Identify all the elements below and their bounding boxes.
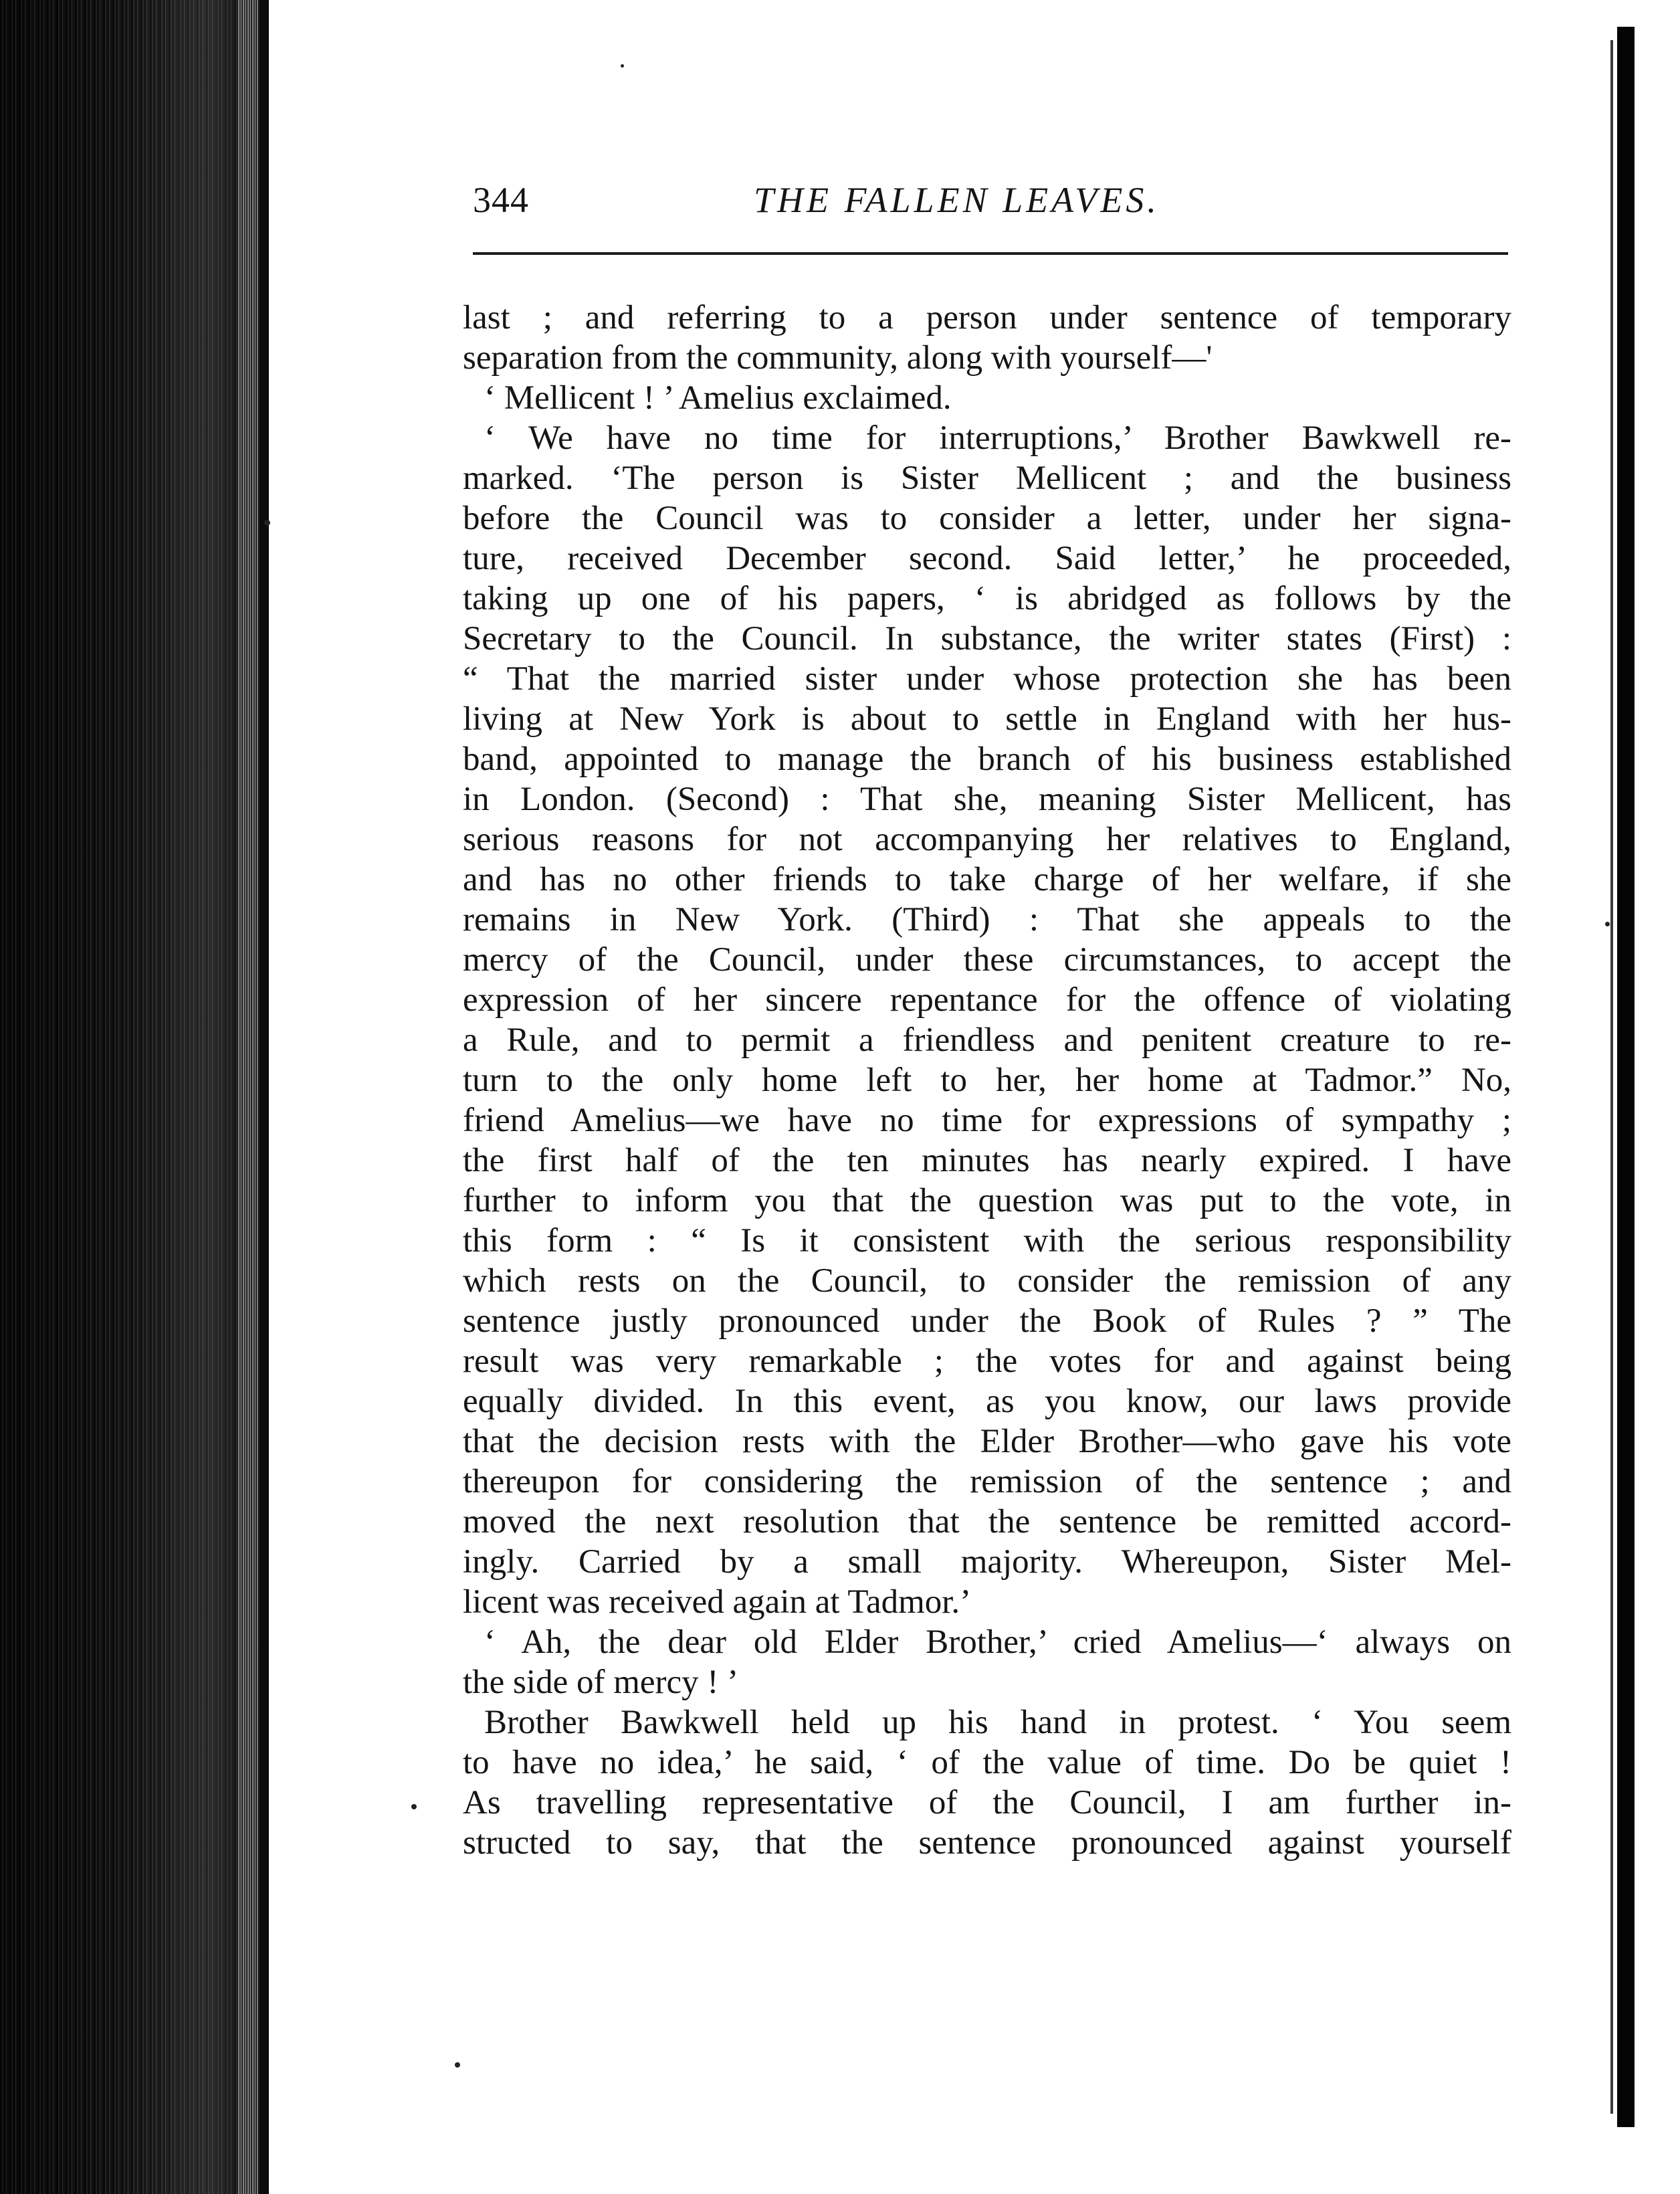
text-line: “ That the married sister under whose protection she has been bbox=[463, 660, 1511, 698]
text-line: band, appointed to manage the branch of his business established bbox=[463, 740, 1511, 778]
header-rule bbox=[473, 252, 1508, 255]
text-line: ture, received December second. Said letter,’ he proceeded, bbox=[463, 540, 1511, 577]
text-line: ‘ We have no time for interruptions,’ Brother Bawkwell re- bbox=[484, 419, 1511, 457]
book-page bbox=[269, 0, 1610, 2194]
text-line: turn to the only home left to her, her home at Tadmor.” No, bbox=[463, 1062, 1511, 1099]
text-line: before the Council was to consider a letter, under her signa- bbox=[463, 500, 1511, 537]
text-line: living at New York is about to settle in England with her hus- bbox=[463, 700, 1511, 738]
right-page-edge bbox=[1617, 27, 1635, 2127]
text-line: ‘ Mellicent ! ’ Amelius exclaimed. bbox=[484, 379, 952, 417]
page-stack-edges bbox=[238, 0, 258, 2194]
text-line: moved the next resolution that the sentence be remitted accord- bbox=[463, 1503, 1511, 1540]
text-line: serious reasons for not accompanying her relatives to England, bbox=[463, 821, 1511, 858]
text-line: marked. ‘The person is Sister Mellicent ; and the business bbox=[463, 460, 1511, 497]
text-line: Brother Bawkwell held up his hand in protest. ‘ You seem bbox=[484, 1704, 1511, 1741]
ink-speck bbox=[411, 1804, 417, 1809]
text-line: thereupon for considering the remission of the sentence ; and bbox=[463, 1463, 1511, 1500]
right-page-edge-line bbox=[1610, 40, 1613, 2114]
ink-speck bbox=[455, 2062, 460, 2068]
running-title: THE FALLEN LEAVES. bbox=[754, 180, 1160, 220]
text-line: structed to say, that the sentence pronounced against yourself bbox=[463, 1824, 1511, 1862]
text-line: separation from the community, along with yourself—' bbox=[463, 339, 1213, 377]
binding-gutter bbox=[261, 0, 269, 2194]
text-line: which rests on the Council, to consider the remission of any bbox=[463, 1262, 1511, 1300]
body-text bbox=[463, 298, 1511, 1863]
text-line: the first half of the ten minutes has nearly expired. I have bbox=[463, 1142, 1511, 1179]
text-line: the side of mercy ! ’ bbox=[463, 1664, 739, 1701]
text-line: in London. (Second) : That she, meaning Sister Mellicent, has bbox=[463, 781, 1511, 818]
text-line: ingly. Carried by a small majority. Whereupon, Sister Mel- bbox=[463, 1543, 1511, 1581]
text-line: equally divided. In this event, as you know, our laws provide bbox=[463, 1383, 1511, 1420]
text-line: further to inform you that the question was put to the vote, in bbox=[463, 1182, 1511, 1219]
ink-speck bbox=[264, 520, 270, 526]
ink-speck bbox=[1605, 922, 1610, 926]
ink-speck bbox=[621, 64, 624, 68]
text-line: this form : “ Is it consistent with the serious responsibility bbox=[463, 1222, 1511, 1260]
text-line: expression of her sincere repentance for the offence of violating bbox=[463, 981, 1511, 1019]
text-line: sentence justly pronounced under the Book of Rules ? ” The bbox=[463, 1302, 1511, 1340]
text-line: result was very remarkable ; the votes for and against being bbox=[463, 1342, 1511, 1380]
text-line: last ; and referring to a person under sentence of temporary bbox=[463, 299, 1511, 336]
text-line: to have no idea,’ he said, ‘ of the value of time. Do be quiet ! bbox=[463, 1744, 1511, 1781]
text-line: mercy of the Council, under these circumstances, to accept the bbox=[463, 941, 1511, 979]
page-number: 344 bbox=[473, 180, 529, 220]
text-line: Secretary to the Council. In substance, the writer states (First) : bbox=[463, 620, 1511, 658]
running-head bbox=[269, 0, 1610, 254]
text-line: taking up one of his papers, ‘ is abridged as follows by the bbox=[463, 580, 1511, 617]
text-line: As travelling representative of the Council, I am further in- bbox=[463, 1784, 1511, 1821]
text-line: licent was received again at Tadmor.’ bbox=[463, 1583, 972, 1621]
book-edge-shading bbox=[0, 0, 264, 2194]
text-line: and has no other friends to take charge of her welfare, if she bbox=[463, 861, 1511, 898]
text-line: remains in New York. (Third) : That she appeals to the bbox=[463, 901, 1511, 938]
text-line: a Rule, and to permit a friendless and penitent creature to re- bbox=[463, 1021, 1511, 1059]
text-line: friend Amelius—we have no time for expressions of sympathy ; bbox=[463, 1102, 1511, 1139]
text-line: that the decision rests with the Elder Brother—who gave his vote bbox=[463, 1423, 1511, 1460]
text-line: ‘ Ah, the dear old Elder Brother,’ cried Amelius—‘ always on bbox=[484, 1623, 1511, 1661]
